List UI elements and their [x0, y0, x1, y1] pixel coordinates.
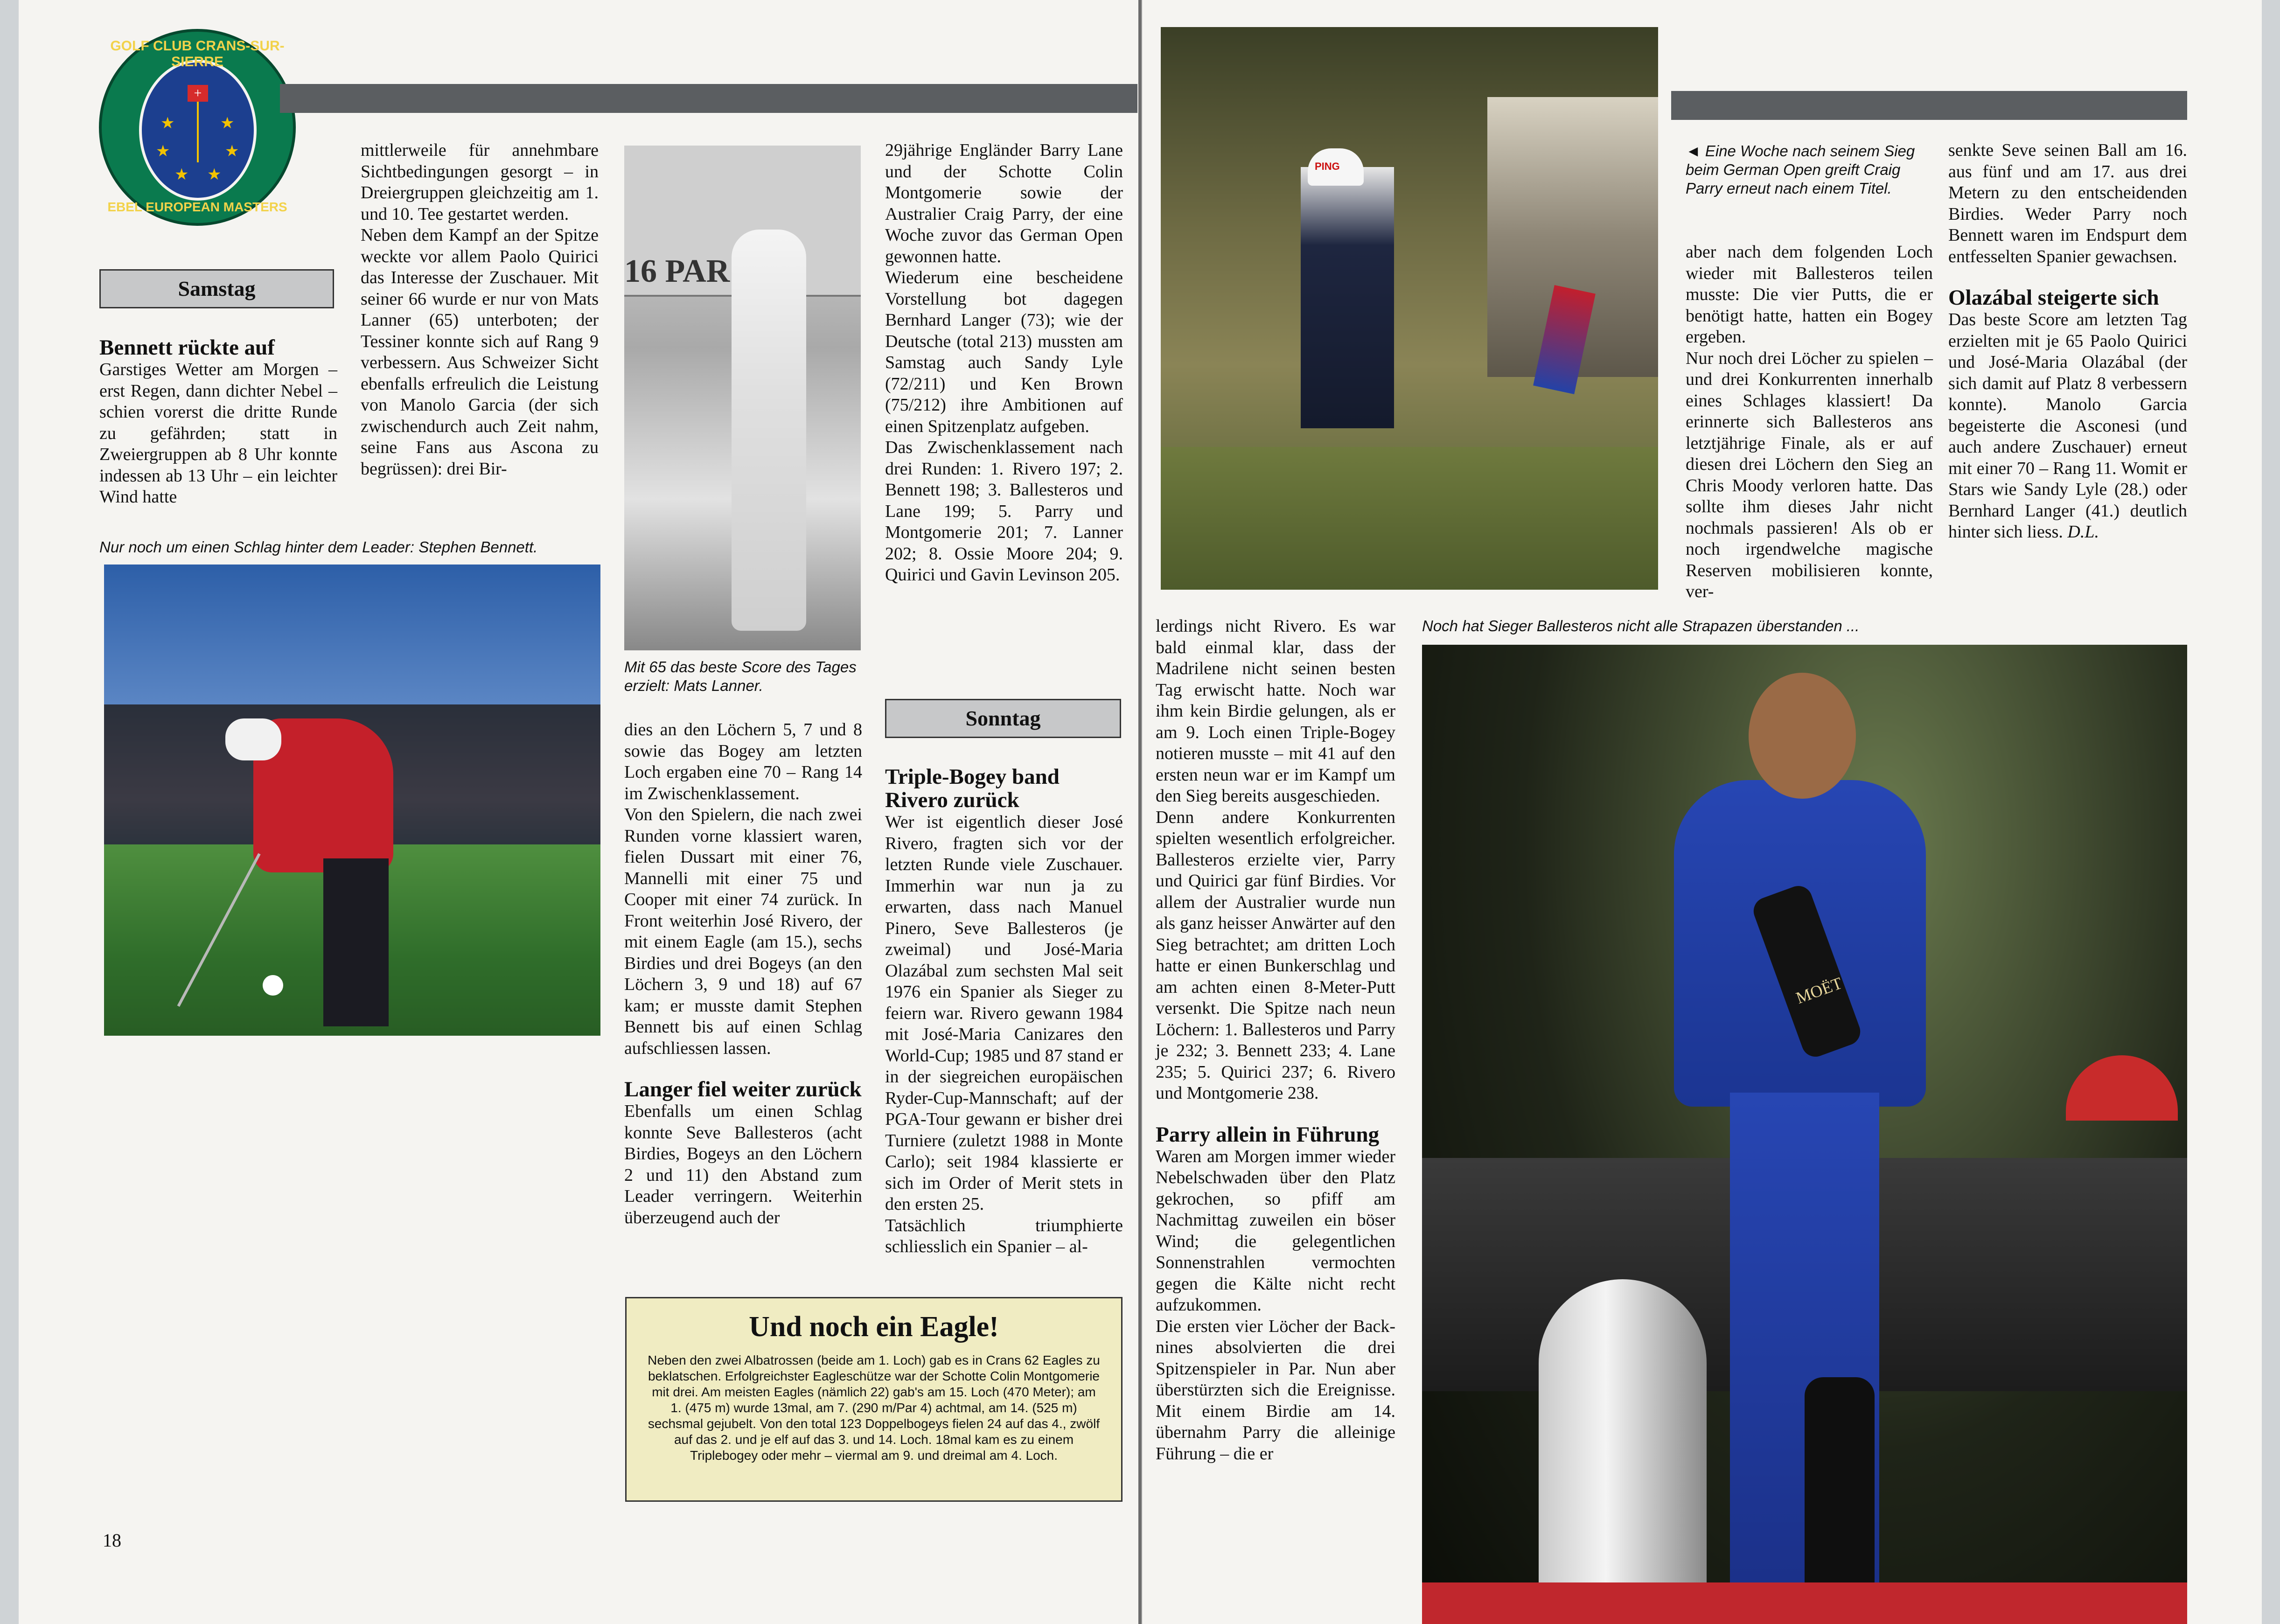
heading-parry: Parry allein in Führung	[1156, 1122, 1380, 1147]
article-col-2	[361, 140, 599, 480]
right-page	[1141, 0, 2262, 1624]
article-col-4-lower	[885, 765, 1123, 1258]
photo-parry-swing	[1161, 27, 1658, 590]
col4-text: 29jährige Engländer Barry Lane und der Schotte Colin Montgomerie sowie der Australier Craig Parry, der eine Woche zuvor das German Open gewonnen hatte.	[885, 140, 1123, 266]
article-col-a	[1686, 242, 1933, 603]
caption-seve: Noch hat Sieger Ballesteros nicht alle Strapazen überstanden ...	[1422, 617, 1860, 634]
col4-text-2: Wiederum eine bescheidene Vorstellung bot dagegen Bernhard Langer (73); wie der Deutsche (total 213) mussten am Samstag auch Sandy Lyle (72/211) und Ken Brown (75/212) ihre Ambitionen auf einen Spitzenplatz aufgeben.	[885, 268, 1123, 436]
col-b-text-2	[1948, 309, 2187, 543]
col-b-text-2-body: Das beste Score am letzten Tag erzielten mit je 65 Paolo Quirici und José-Maria Olazábal (der sich damit auf Platz 8 verbessern konnte). Manolo Garcia begeisterte die Asconesi (und auch andere Zuschauer) erneut mit einer 70 – Rang 11. Womit er Stars wie Sandy Lyle (28.) oder Bernhard Langer (41.) deutlich hinter sich liess.	[1948, 310, 2187, 542]
heading-olazabal: Olazábal steigerte sich	[1948, 286, 2159, 310]
golfer-lanner	[732, 230, 806, 631]
article-col-b	[1948, 140, 2187, 543]
star-icon: ★	[220, 115, 235, 132]
left-page	[19, 0, 1141, 1624]
heading-bennett: Bennett rückte auf	[99, 335, 275, 360]
ballesteros-head	[1749, 673, 1856, 799]
article-col-c	[1156, 616, 1395, 1464]
caption-lanner: Mit 65 das beste Score des Tages erzielt: Mats Lanner.	[624, 658, 857, 694]
heading-langer: Langer fiel weiter zurück	[624, 1077, 862, 1101]
star-icon: ★	[174, 166, 189, 183]
col3-text-3: Ebenfalls um einen Schlag konnte Seve Ballesteros (acht Birdies, Bogeys an den Löchern 2 und 11) den Abstand zum Leader verringern. Weiterhin überzeugend auch der	[624, 1101, 862, 1227]
golfer-trousers	[323, 858, 389, 1026]
trophy-cup	[1539, 1279, 1707, 1606]
logo-text-bottom: EBEL EUROPEAN MASTERS	[107, 200, 287, 214]
col-b-text: senkte Seve seinen Ball am 16. aus fünf und am 17. aus drei Metern zu den entscheidenden Birdies. Weder Parry noch Bennett waren im Endspurt dem entfesselten Spanier gewachsen.	[1948, 140, 2187, 266]
col2-text: mittlerweile für annehmbare Sichtbedingungen gesorgt – in Dreiergruppen gleichzeitig am 1. und 10. Tee gestartet werden.	[361, 140, 599, 224]
scoreboard-text: 16 PAR	[624, 253, 730, 289]
section-sunday: Sonntag	[885, 699, 1121, 738]
col-c-text-4: Die ersten vier Löcher der Back-nines absolvierten die drei Spitzenspieler in Par. Nun aber überstürzten sich die Ereignisse. Mit einem Birdie am 14. übernahm Parry die alleinige Führung – die er	[1156, 1316, 1395, 1464]
col3-text-2: Von den Spielern, die nach zwei Runden vorne klassiert waren, fielen Dussart mit einer 76, Mannelli mit einer 75 und Cooper mit einer 74 zurück. In Front weiterhin José Rivero, der mit einem Eagle (am 15.), sechs Birdies und drei Bogeys (an den Löchern 3, 9 und 18) auf 67 kam; er musste damit Stephen Bennett bis auf einen Schlag aufschliessen lassen.	[624, 805, 862, 1058]
star-icon: ★	[156, 143, 170, 160]
col-c-text: lerdings nicht Rivero. Es war bald einmal klar, dass der Madrilene nicht seinen besten Tag erwischt hatte. Noch war ihm kein Birdie gelungen, als er am 9. Loch einen Triple-Bogey notieren musste – mit 41 auf den ersten neun war er im Kampf um den Sieg bereits ausgeschieden.	[1156, 616, 1395, 806]
col-c-text-3: Waren am Morgen immer wieder Nebelschwaden über den Platz gekrochen, so pfiff am Nachmittag zuweilen ein böser Wind; die gelegentlichen Sonnenstrahlen vermochten gegen die Kälte nicht recht aufzukommen.	[1156, 1146, 1395, 1315]
golfer-visor	[225, 718, 281, 760]
photo-bennett-putting	[104, 565, 600, 1036]
heading-rivero: Triple-Bogey band Rivero zurück	[885, 765, 1060, 812]
star-icon: ★	[207, 166, 222, 183]
author-signature: D.L.	[2067, 522, 2099, 542]
flag-pole-icon	[197, 102, 199, 162]
eagle-info-box	[625, 1297, 1123, 1502]
photo-ballesteros-trophy	[1422, 645, 2187, 1624]
eagle-box-title: Und noch ein Eagle!	[749, 1311, 999, 1343]
golf-ball	[263, 975, 283, 996]
col4-lower-text-2: Tatsächlich triumphierte schliesslich ein Spanier – al-	[885, 1215, 1123, 1256]
header-bar-right	[1671, 91, 2187, 120]
star-icon: ★	[160, 115, 175, 132]
col-a-text-2: Nur noch drei Löcher zu spielen – und drei Konkurrenten innerhalb eines Schlages klassiert! Da erinnerte sich Ballesteros ans letztjährige Finale, als er auf diesen drei Löchern den Sieg an Chris Moody verloren hatte. Das sollte ihm dieses Jahr nicht nochmals passieren! Als ob er noch irgendwelche magische Reserven mobilisieren konnte, ver-	[1686, 348, 1933, 601]
col4-text-3: Das Zwischenklassement nach drei Runden: 1. Rivero 197; 2. Bennett 198; 3. Ballesteros und Lane 199; 5. Parry und Montgomerie 201; 7. Lanner 202; 8. Ossie Moore 204; 9. Quirici und Gavin Levinson 205.	[885, 438, 1123, 585]
col3-text: dies an den Löchern 5, 7 und 8 sowie das Bogey am letzten Loch ergaben eine 70 – Rang 14 im Zwischenklassement.	[624, 720, 862, 803]
caption-parry: ◄ Eine Woche nach seinem Sieg beim German Open greift Craig Parry erneut nach einem Titel.	[1686, 142, 1915, 197]
caption-bennett: Nur noch um einen Schlag hinter dem Leader: Stephen Bennett.	[99, 538, 538, 556]
col-a-text: aber nach dem folgenden Loch wieder mit Ballesteros teilen musste: Die vier Putts, die er benötigt hatte, hatten ein Bogey ergeben.	[1686, 242, 1933, 347]
section-saturday: Samstag	[99, 269, 334, 308]
swiss-flag-icon: +	[188, 85, 208, 102]
bottle-label: MOËT	[1793, 973, 1845, 1008]
page-number: 18	[103, 1530, 121, 1551]
article-col-4	[885, 140, 1123, 586]
star-icon: ★	[225, 143, 239, 160]
col4-lower-text: Wer ist eigentlich dieser José Rivero, fragten sich vor der letzten Runde viele Zuschauer. Immerhin war nun ja zu erwarten, dass nach Manuel Pinero, Seve Ballesteros (je zweimal) und José-Maria Olazábal zum sechsten Mal seit 1976 ein Spanier als Sieger zu feiern war. Rivero gewann 1984 mit José-Maria Canizares den World-Cup; 1985 und 87 stand er in der siegreichen europäischen Ryder-Cup-Mannschaft; auf der PGA-Tour gewann er bisher drei Turniere (zuletzt 1988 in Monte Carlo); seit 1984 klassierte er sich im Order of Merit stets in den ersten 25.	[885, 812, 1123, 1214]
logo-text-top: GOLF CLUB CRANS-SUR-SIERRE	[110, 38, 285, 70]
rough-grass	[1161, 447, 1658, 590]
header-bar	[280, 84, 1137, 113]
golfer-parry	[1301, 167, 1394, 428]
article-col-3	[624, 719, 862, 1228]
col-c-text-2: Denn andere Konkurrenten spielten wesentlich erfolgreicher. Ballesteros erzielte vier, Parry und Quirici gar fünf Birdies. Vor allem der Australier wurde nun als ganz heisser Anwärter auf den Sieg betrachtet; am dritten Loch hatte er einen Bunkerschlag und am achten einen 8-Meter-Putt versenkt. Die Spitze nach neun Löchern: 1. Ballesteros und Parry je 232; 3. Bennett 233; 4. Lane 235; 5. Quirici 237; 6. Rivero und Montgomerie 238.	[1156, 807, 1395, 1103]
photo-lanner-swing	[624, 146, 861, 650]
col1-text: Garstiges Wetter am Morgen – erst Regen, dann dichter Nebel – schien vorerst die dritte Runde zu gefährden; statt in Zweiergruppen ab 8 Uhr konnte indessen ab 13 Uhr – ein leichter Wind hatte	[99, 360, 337, 507]
golfer-cap-logo: PING	[1315, 160, 1340, 172]
article-col-1	[99, 336, 337, 508]
col2-text-2: Neben dem Kampf an der Spitze weckte vor allem Paolo Quirici das Interesse der Zuschauer. Mit seiner 66 wurde er nur von Mats Lanner (65) unterboten; der Tessiner konnte sich auf Rang 9 verbessern. Aus Schweizer Sicht ebenfalls erfreulich die Leistung von Manolo Garcia (der sich zwischendurch auch Zeit nahm, seine Fans aus Ascona zu begrüssen): drei Bir-	[361, 225, 599, 479]
umbrella-red	[2066, 1055, 2178, 1121]
golf-club-logo	[99, 29, 296, 226]
logo-inner-oval	[139, 60, 257, 201]
table-cloth	[1422, 1582, 2187, 1624]
eagle-box-text: Neben den zwei Albatrossen (beide am 1. Loch) gab es in Crans 62 Eagles zu beklatschen. Erfolgreichster Eagleschütze war der Schotte Colin Montgomerie mit drei. Am meisten Eagles (nämlich 22) gab's am 15. Loch (470 Meter); am 1. (475 m) wurde 13mal, am 7. (290 m/Par 4) achtmal, am 14. (525 m) sechsmal gejubelt. Von den total 123 Doppelbogeys fielen 24 auf das 4., zwölf auf das 2. und je elf auf das 3. und 14. Loch. 18mal kam es zu einem Triplebogey oder mehr – viermal am 9. und dreimal am 4. Loch.	[648, 1353, 1100, 1463]
